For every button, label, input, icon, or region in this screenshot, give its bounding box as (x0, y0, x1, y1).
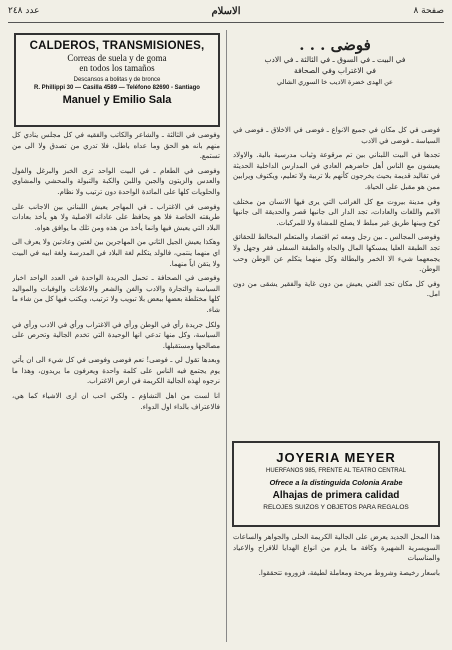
paragraph: وهكذا يعيش الجيل الثاني من المهاجرين بين لغتين وعادتين ولا يعرف الى اي منهما ينتمي، فالولد يتكلم لغة البلاد في المدرسة ولغة ابيه في البيت ولا يتقن اياً منهما. (12, 238, 220, 268)
paragraph: وفي كل مكان تجد الغني يعيش من دون غاية والفقير يشقى من دون امل. (233, 279, 440, 299)
paragraph: فوضى في كل مكان في جميع الانواع ـ فوضى في الاخلاق ـ فوضى في السياسة ـ فوضى في الادب (233, 126, 440, 145)
article-title: فوضى . . . (299, 36, 371, 54)
article-heading (232, 36, 438, 87)
calderos-ad-line2: en todos los tamaños (79, 63, 155, 73)
article-column-right (233, 125, 440, 437)
joyeria-ad-items: RELOJES SUIZOS Y OBJETOS PARA REGALOS (263, 504, 409, 511)
paragraph: انا لست من اهل التشاؤم ـ ولكني احب ان ارى الاشياء كما هي، فالاعتراف بالداء اول الدواء. (12, 392, 220, 411)
page-number: صفحة ٨ (413, 6, 444, 16)
joyeria-ad-title: JOYERIA MEYER (276, 450, 396, 465)
article-subtitle-1: في البيت ـ في السوق ـ في الثالثة ـ في الادب (264, 55, 406, 64)
paragraph: وبعدها تقول لي ـ فوضى! نعم فوضى وفوضى في كل شيء الى ان يأتي يوم يجتمع فيه الناس على كلمة واحدة ويعرفون ما يريدون، وهذا ما نرجوه لهذه الجالية الكريمة في ارض الاغتراب. (12, 356, 220, 386)
paragraph: وفوضى المجالس ـ بين رجل ومعه ثم اقتصاد والمتعلم المخالط للحقائق تجد الطبقة العليا يمسكها المال والجاه والطبقة السفلى فقر وجهل ولا يجمعهما شيء الا الخمر والبطالة وكل منهما يتكلم عن الوطن وحب الوطن. (233, 233, 440, 274)
paragraph: وفي مدينة بيروت مع كل الغرائب التي يرى فيها الانسان من مختلف الامم واللغات والعادات، تجد الدار الى جانبها قصر والحديقة الى جانبها كوخ وبينها طريق غير مبلط لا يصلح للمشاة ولا للمركبات. (233, 197, 440, 227)
paragraph: وفوضى في الاغتراب ـ في المهاجر يعيش اللبناني بين الاجانب على طريقته الخاصة فلا هو يحافظ على عاداته الاصلية ولا هو يأخذ بعادات البلاد التي يعيش فيها وانما يأخذ من هذه ومن تلك ما يوافق هواه. (12, 202, 220, 232)
joyeria-advertisement (232, 441, 440, 527)
paragraph: تجدها في البيت اللبناني بين تم مرقوعة وثياب مدرسية بالية. والاولاد يعيشون مع الناس أهل حاضرهم العادي في المدارس الداخلية الحديثة في تقاليد قديمة بحيث يخرجون كأنهم بلا تربية ولا تعليم، ويكتوف ويرابين ممن هو مقبل على الحياة. (233, 151, 440, 191)
calderos-ad-line3: Descansos a bolitas y de bronce (73, 77, 161, 83)
paragraph: وفوضى في الثالثة ـ والشاعر والكاتب والفقيه في كل مجلس ينادي كل منهم بانه هو الحق وما عداه باطل، فلا تدري من تصدق ولا الى من تستمع. (12, 131, 220, 161)
paragraph: ولكل جريدة رأي في الوطن ورأي في الاغتراب ورأي في الادب ورأي في السياسة، وكل منها تدعي انها الوحيدة التي تخدم الجالية وتحرص على مصالحها ومستقبلها. (12, 320, 220, 350)
paragraph: هذا المحل الجديد يعرض على الجالية الكريمة الحلى والجواهر والساعات السويسرية الشهيرة وكافة ما يلزم من انواع الهدايا للافراح والاعياد والمناسبات (233, 533, 440, 563)
article-subtitle-2: في الاغتراب وفي الصحافة (294, 66, 376, 75)
issue-number: عدد ٢٤٨ (8, 6, 40, 16)
joyeria-ad-offer: Ofrece a la distinguida Colonia Arabe (269, 478, 403, 487)
paragraph: باسعار رخيصة وشروط مريحة ومعاملة لطيفة، فزوروه تتحققوا. (258, 568, 440, 577)
calderos-ad-title: CALDEROS, TRANSMISIONES, (29, 40, 205, 52)
joyeria-ad-address: HUERFANOS 985, FRENTE AL TEATRO CENTRAL (266, 468, 406, 474)
joyeria-ad-main: Alhajas de primera calidad (272, 490, 400, 501)
article-column-left (12, 130, 220, 640)
column-divider (226, 30, 227, 642)
calderos-ad-line1: Correas de suela y de goma (67, 53, 167, 63)
joyeria-arabic-text (233, 532, 440, 640)
paragraph: وفوضى في الطعام ـ في البيت الواحد ترى الخبز والبرغل والفول والعدس والزيتون والجبن واللبن والكبة والتبولة والمحشي والمشاوي والحلويات كلها على المائدة الواحدة دون ترتيب ولا نظام. (12, 166, 220, 196)
masthead-title: الاسلام (211, 6, 241, 17)
calderos-ad-address: R. Phillippi 30 — Casilla 4589 — Teléfono 82690 - Santiago (34, 85, 200, 91)
calderos-advertisement (14, 33, 220, 127)
paragraph: وفوضى في الصحافة ـ تحمل الجريدة الواحدة في العدد الواحد اخبار السياسة والتجارة والادب والفن والشعر والاعلانات والوفيات والمواليد كلها مختلطة بعضها ببعض بلا تبويب ولا ترتيب، ويكتب فيها كل من شاء ما شاء. (12, 274, 220, 314)
article-byline: عن الهدى خضرة الاديب خا السوري الشالي (277, 78, 393, 86)
calderos-ad-names: Manuel y Emilio Sala (62, 94, 172, 106)
page-header (8, 6, 444, 23)
